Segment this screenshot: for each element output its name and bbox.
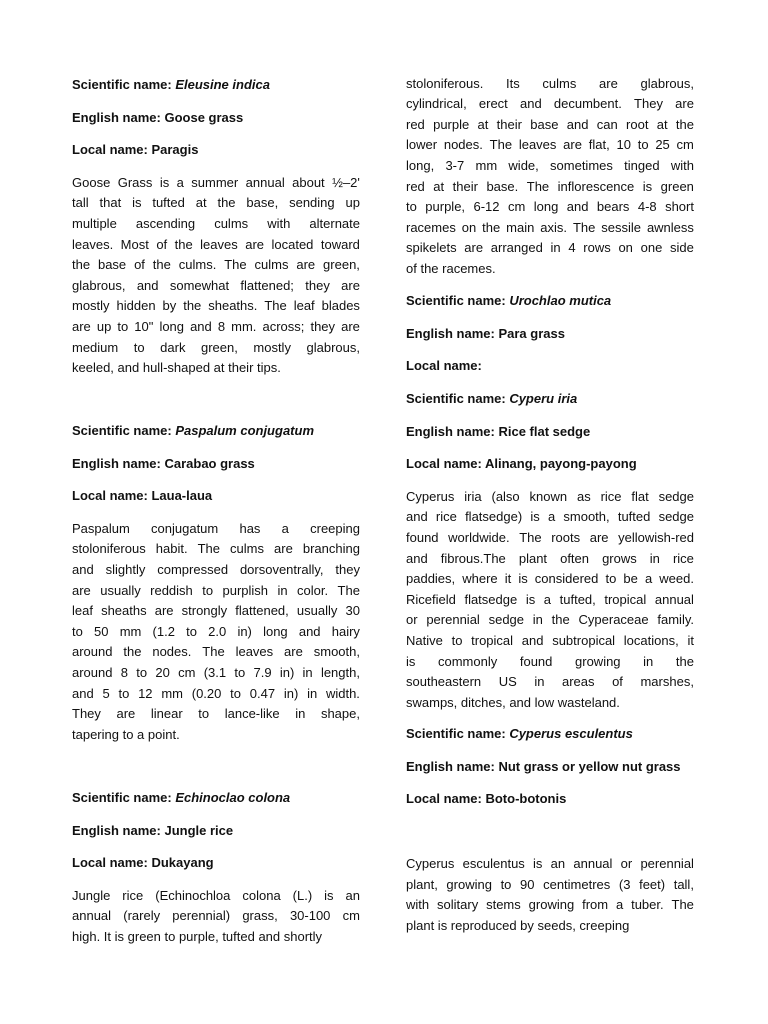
local-name-value: Alinang, payong-payong: [484, 456, 637, 472]
local-name: [406, 454, 694, 475]
local-name: [72, 486, 360, 507]
description-line: Cyperus iria (also known as rice flat sedge: [406, 488, 694, 504]
english-name: [406, 324, 694, 345]
scientific-name: [72, 75, 360, 96]
description-line: multiple ascending culms with alternate: [72, 216, 360, 231]
continuation-line: lower nodes. The leaves are flat, 10 to 25 cm: [406, 137, 694, 153]
local-name-label: Local name:: [72, 488, 152, 504]
local-name-value: Boto-botonis: [485, 791, 567, 807]
continuation-line: of the racemes.: [406, 260, 496, 276]
description-line: Native to tropical and subtropical locations, it: [406, 633, 694, 648]
description-line: southeastern US in areas of marshes,: [406, 674, 694, 690]
continuation-line: stoloniferous. Its culms are glabrous,: [406, 75, 694, 91]
scientific-name-value: Cyperu iria: [509, 391, 578, 406]
description-line: are usually reddish to purplish in color. The: [72, 582, 360, 598]
scientific-name-label: Scientific name:: [406, 726, 510, 741]
continuation-line: red purple at their base and can root at the: [406, 116, 694, 132]
description-line: high. It is green to purple, tufted and shortly: [72, 929, 323, 944]
english-name-label: English name:: [72, 822, 165, 838]
scientific-name: [406, 389, 694, 410]
description-line: or perennial sedge in the Cyperaceae family.: [406, 612, 694, 628]
description-line: Jungle rice (Echinochloa colona (L.) is an: [72, 887, 360, 903]
english-name-label: English name:: [406, 758, 499, 774]
local-name-label: Local name:: [72, 142, 152, 158]
description-line: mostly hidden by the sheaths. The leaf blades: [72, 298, 360, 314]
continuation-line: cylindrical, erect and decumbent. They are: [406, 96, 694, 112]
description-line: around 8 to 20 cm (3.1 to 7.9 in) in length,: [72, 665, 360, 680]
description-line: tall that is tufted at the base, sending up: [72, 195, 360, 211]
english-name-value: Goose grass: [164, 109, 244, 125]
local-name: [406, 356, 694, 377]
description-line: stoloniferous habit. The culms are branching: [72, 541, 360, 557]
continuation-line: red at their base. The inflorescence is green: [406, 178, 694, 194]
local-name-value: Laua-laua: [151, 488, 213, 504]
local-name-label: Local name:: [72, 855, 152, 871]
english-name-value: Jungle rice: [164, 822, 234, 838]
description-line: paddies, where it is considered to be a weed.: [406, 571, 694, 587]
english-name-value: Carabao grass: [164, 455, 255, 471]
scientific-name-label: Scientific name:: [406, 391, 510, 406]
description-line: and rice flatsedge) is a smooth, tufted sedge: [406, 509, 694, 525]
continuation-line: long, 3-7 mm wide, sometimes tinged with: [406, 157, 694, 173]
scientific-name-value: Echinoclao colona: [175, 790, 291, 805]
description-line: with solitary stems growing from a tuber. The: [406, 897, 694, 913]
local-name: [72, 140, 360, 161]
description-line: plant, growing to 90 centimetres (3 feet) tall,: [406, 876, 694, 892]
continuation-line: to purple, 6-12 cm long and bears 4-8 short: [406, 199, 694, 215]
english-name-value: Rice flat sedge: [498, 423, 591, 439]
description-line: and 5 to 12 mm (0.20 to 0.47 in) in width.: [72, 685, 360, 701]
description-line: is commonly found growing in the: [406, 653, 694, 669]
local-name: [72, 853, 360, 874]
scientific-name: [406, 291, 694, 312]
description-line: found worldwide. The roots are yellowish-red: [406, 530, 694, 545]
local-name-label: Local name:: [406, 456, 485, 472]
local-name-value: Paragis: [151, 142, 199, 158]
description-line: glabrous, and somewhat flattened; they are: [72, 277, 360, 293]
description-line: Goose Grass is a summer annual about ½–2': [72, 174, 360, 190]
scientific-name-label: Scientific name:: [72, 790, 176, 805]
english-name: [406, 757, 694, 778]
scientific-name-value: Paspalum conjugatum: [175, 423, 315, 438]
continuation-line: spikelets are arranged in 4 rows on one side: [406, 240, 694, 256]
description-line: medium to dark green, mostly glabrous,: [72, 339, 360, 355]
description-line: Paspalum conjugatum has a creeping: [72, 520, 360, 536]
description-line: and fibrous.The plant often grows in rice: [406, 550, 694, 566]
local-name-label: Local name:: [406, 791, 486, 807]
description-line: Ricefield flatsedge is a tufted, tropical annual: [406, 591, 694, 607]
description-line: plant is reproduced by seeds, creeping: [406, 917, 630, 933]
english-name-label: English name:: [406, 325, 499, 341]
local-name-label: Local name:: [406, 358, 482, 374]
description-line: are up to 10" long and 8 mm. across; they are: [72, 319, 360, 334]
description-line: leaves. Most of the leaves are located toward: [72, 236, 360, 252]
english-name-value: Nut grass or yellow nut grass: [498, 758, 681, 774]
scientific-name-label: Scientific name:: [72, 423, 176, 438]
description-line: around the nodes. The leaves are smooth,: [72, 644, 360, 660]
english-name: [72, 108, 360, 129]
scientific-name-label: Scientific name:: [406, 293, 510, 308]
description-line: annual (rarely perennial) grass, 30-100 cm: [72, 908, 360, 924]
scientific-name-label: Scientific name:: [72, 77, 176, 92]
english-name-label: English name:: [72, 455, 165, 471]
scientific-name-value: Cyperus esculentus: [509, 726, 633, 741]
description-line: tapering to a point.: [72, 726, 180, 742]
continuation-line: racemes on the main axis. The sessile awnless: [406, 219, 694, 235]
scientific-name-value: Eleusine indica: [175, 77, 270, 92]
description-line: and slightly compressed dorsoventrally, they: [72, 562, 360, 577]
english-name: [72, 454, 360, 475]
description-line: the base of the culms. The culms are green,: [72, 257, 360, 273]
local-name-value: Dukayang: [151, 855, 214, 871]
description-line: leaf sheaths are strongly flattened, usually 30: [72, 603, 360, 619]
scientific-name-value: Urochlao mutica: [509, 293, 612, 308]
english-name: [406, 422, 694, 443]
english-name-value: Para grass: [498, 325, 565, 341]
english-name-label: English name:: [406, 423, 499, 439]
english-name-label: English name:: [72, 109, 165, 125]
description-line: keeled, and hull-shaped at their tips.: [72, 360, 281, 376]
scientific-name: [72, 421, 360, 442]
description-line: Cyperus esculentus is an annual or perennial: [406, 856, 694, 871]
local-name: [406, 789, 694, 810]
english-name: [72, 821, 360, 842]
scientific-name: [72, 788, 360, 809]
description-line: to 50 mm (1.2 to 2.0 in) long and hairy: [72, 623, 360, 639]
description-line: swamps, ditches, and low wasteland.: [406, 694, 620, 710]
scientific-name: [406, 724, 694, 745]
description-line: They are linear to lance-like in shape,: [72, 706, 360, 722]
